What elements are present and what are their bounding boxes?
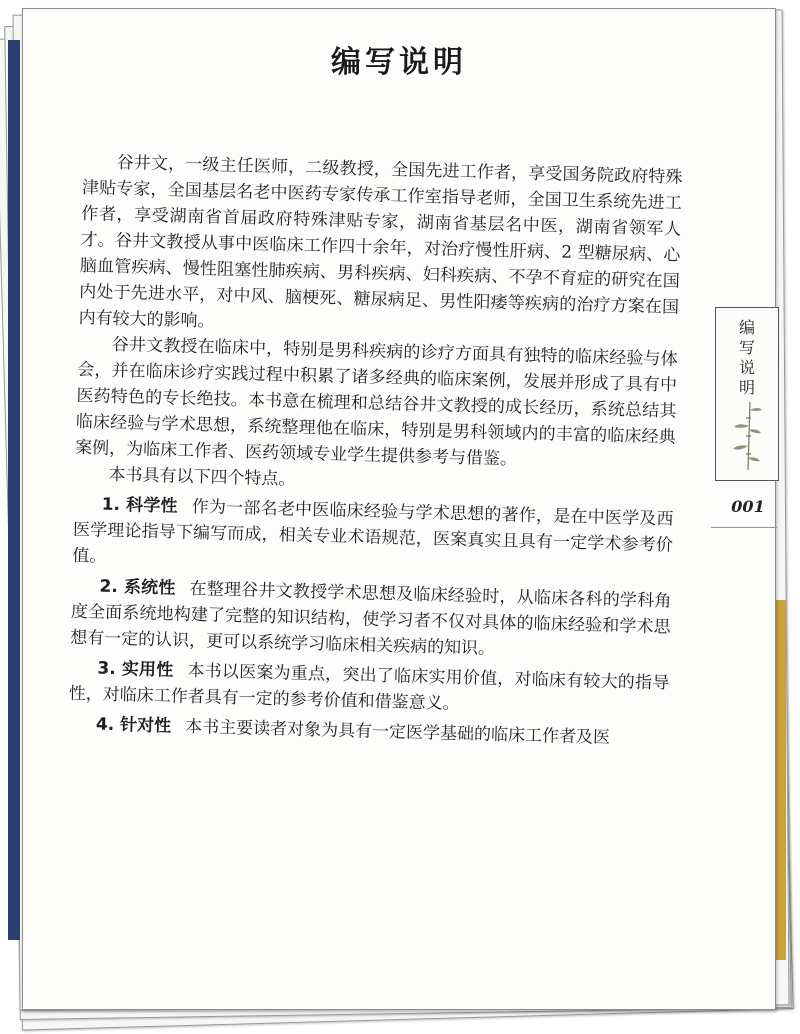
side-chapter-tab bbox=[715, 307, 779, 481]
book-cover-edge-right bbox=[776, 600, 786, 960]
paragraph-experience: 谷井文教授在临床中，特别是男科疾病的诊疗方面具有独特的临床经验与体会，并在临床诊疗实践过程中积累了诸多经典的临床案例，发展并形成了具有中医药特色的专长绝技。本书意在梳理和总结谷井文教授的成长经历，系统总结其临床经验与学术思想，系统整理他在临床，特别是男科领域内的丰富的临床经典案例，为临床工作者、医药领域专业学生提供参考与借鉴。 bbox=[74, 334, 678, 470]
book-cover-edge bbox=[8, 40, 20, 940]
paragraph-intro: 谷井文，一级主任医师，二级教授，全国先进工作者，享受国务院政府特殊津贴专家，全国基层名老中医药专家传承工作室指导老师，全国卫生系统先进工作者，享受湖南省首届政府特殊津贴专家，湖南省基层名中医，湖南省领军人才。谷井文教授从事中医临床工作四十余年，对治疗慢性肝病、2 型糖尿病、心脑血管疾病、慢性阻塞性肺疾病、男科疾病、妇科疾病、不孕不育症的研究在国内处于先进水平，对中风、脑梗死、糖尿病足、男性阳痿等疾病的治疗方案在国内有较大的影响。 bbox=[78, 152, 683, 332]
side-tab-char: 编 bbox=[738, 318, 755, 337]
feature-item bbox=[72, 491, 674, 585]
paragraph-features-intro: 本书具有以下四个特点。 bbox=[108, 464, 296, 490]
feature-title: 2. 系统性 bbox=[99, 576, 176, 599]
feature-title: 4. 针对性 bbox=[95, 714, 172, 737]
page-title: 编写说明 bbox=[331, 45, 467, 80]
side-tab-char: 写 bbox=[738, 338, 755, 357]
book-page bbox=[22, 8, 776, 1010]
feature-text: 作为一部名老中医临床经验与学术思想的著作，是在中医学及西医学理论指导下编写而成，相关专业术语规范，医案真实且具有一定学术参考价值。 bbox=[72, 496, 674, 567]
feature-title: 3. 实用性 bbox=[97, 658, 174, 681]
page-body bbox=[68, 149, 683, 753]
bamboo-icon bbox=[730, 400, 764, 472]
feature-text: 本书以医案为重点，突出了临床实用价值，对临床有较大的指导性，对临床工作者具有一定的参考价值和借鉴意义。 bbox=[68, 660, 670, 715]
side-tab-text bbox=[716, 318, 778, 398]
feature-text: 在整理谷井文教授学术思想及临床经验时，从临床各科的学科角度全面系统地构建了完整的知识结构，使学习者不仅对具体的临床经验和学术思想有一定的认识，更可以系统学习临床相关疾病的知识。 bbox=[69, 578, 672, 659]
page-number: 001 bbox=[731, 497, 765, 516]
page-number-rule bbox=[711, 527, 777, 528]
side-tab-char: 说 bbox=[738, 358, 755, 377]
side-tab-char: 明 bbox=[738, 378, 755, 397]
feature-item bbox=[70, 573, 672, 667]
feature-title: 1. 科学性 bbox=[101, 494, 179, 517]
feature-text: 本书主要读者对象为具有一定医学基础的临床工作者及医 bbox=[184, 716, 611, 748]
